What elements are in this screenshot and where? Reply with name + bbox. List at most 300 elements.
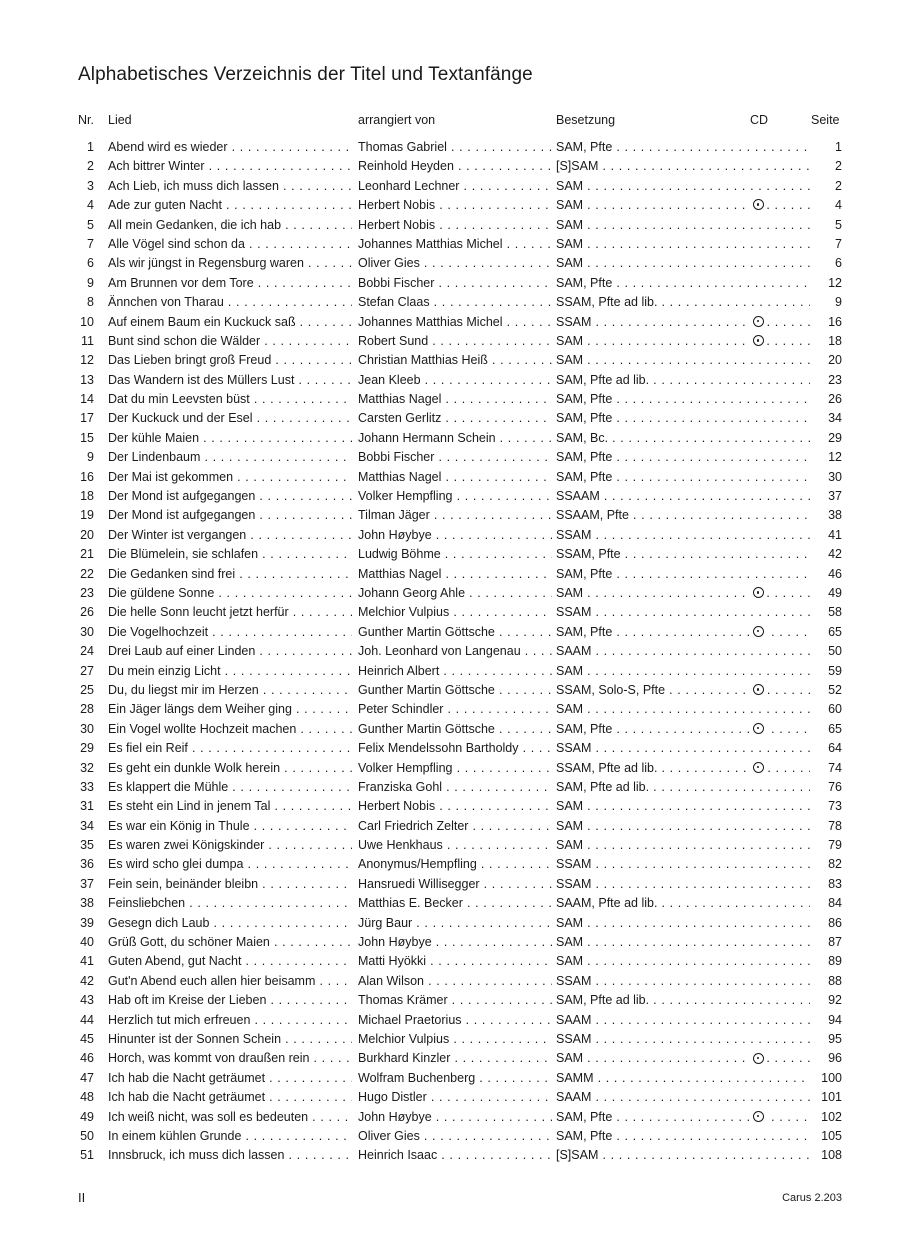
table-row bbox=[78, 700, 842, 719]
arranger: Reinhold Heyden . . . bbox=[358, 157, 552, 176]
arranger: Herbert Nobis . . . bbox=[358, 797, 552, 816]
scoring: SSAM . . . bbox=[556, 739, 810, 758]
arranger: Gunther Martin Göttsche . . . bbox=[358, 720, 552, 739]
song-title: Der Winter ist vergangen . . . bbox=[108, 526, 352, 545]
song-title: Die Blümelein, sie schlafen . . . bbox=[108, 545, 352, 564]
arranger: Robert Sund . . . bbox=[358, 332, 552, 351]
song-title: Ein Vogel wollte Hochzeit machen . . . bbox=[108, 720, 352, 739]
arranger: Peter Schindler . . . bbox=[358, 700, 552, 719]
page-ref: 101 bbox=[810, 1088, 842, 1107]
arranger: Volker Hempfling . . . bbox=[358, 487, 552, 506]
arranger: Volker Hempfling . . . bbox=[358, 759, 552, 778]
row-number: 44 bbox=[80, 1012, 94, 1027]
page-ref: 58 bbox=[810, 603, 842, 622]
song-title: Es waren zwei Königskinder . . . bbox=[108, 836, 352, 855]
arranger: Stefan Claas . . . bbox=[358, 293, 552, 312]
row-number: 11 bbox=[81, 333, 94, 348]
cd-icon bbox=[753, 684, 764, 695]
page-ref: 73 bbox=[810, 797, 842, 816]
row-number: 51 bbox=[80, 1148, 94, 1163]
scoring: SAM, Bc. . . . bbox=[556, 429, 810, 448]
row-number: 25 bbox=[80, 682, 94, 697]
page-ref: 94 bbox=[810, 1011, 842, 1030]
page-ref: 2 bbox=[810, 157, 842, 176]
scoring: SAM . . . bbox=[556, 933, 810, 952]
scoring: SAM, Pfte . . . bbox=[556, 390, 810, 409]
table-row bbox=[78, 797, 842, 816]
row-number: 33 bbox=[80, 779, 94, 794]
arranger: Carsten Gerlitz . . . bbox=[358, 409, 552, 428]
table-row bbox=[78, 894, 842, 913]
row-number: 45 bbox=[80, 1031, 94, 1046]
scoring: SAM . . . bbox=[556, 700, 810, 719]
table-row bbox=[78, 409, 842, 428]
song-title: Ach Lieb, ich muss dich lassen . . . bbox=[108, 177, 352, 196]
song-title: Das Wandern ist des Müllers Lust . . . bbox=[108, 371, 352, 390]
arranger: Heinrich Isaac . . . bbox=[358, 1146, 552, 1165]
arranger: Carl Friedrich Zelter . . . bbox=[358, 817, 552, 836]
cd-column bbox=[750, 1049, 766, 1068]
song-title: Der Lindenbaum . . . bbox=[108, 448, 352, 467]
table-row bbox=[78, 991, 842, 1010]
cd-column bbox=[750, 720, 766, 739]
page-ref: 34 bbox=[810, 409, 842, 428]
arranger: Thomas Gabriel . . . bbox=[358, 138, 552, 157]
arranger: Franziska Gohl . . . bbox=[358, 778, 552, 797]
table-row bbox=[78, 196, 842, 215]
scoring: SSAAM . . . bbox=[556, 487, 810, 506]
table-row bbox=[78, 914, 842, 933]
row-number: 4 bbox=[87, 198, 94, 213]
cd-column bbox=[750, 313, 766, 332]
song-title: Ich hab die Nacht geträumet . . . bbox=[108, 1088, 352, 1107]
row-number: 31 bbox=[80, 799, 94, 814]
song-title: Auf einem Baum ein Kuckuck saß . . . bbox=[108, 313, 352, 332]
song-title: All mein Gedanken, die ich hab . . . bbox=[108, 216, 352, 235]
page-ref: 20 bbox=[810, 351, 842, 370]
arranger: Johann Georg Ahle . . . bbox=[358, 584, 552, 603]
scoring: SAM, Pfte . . . bbox=[556, 138, 810, 157]
page-ref: 29 bbox=[810, 429, 842, 448]
cd-icon bbox=[753, 723, 764, 734]
table-row bbox=[78, 778, 842, 797]
header-arrangiert: arrangiert von bbox=[358, 113, 436, 127]
table-row bbox=[78, 1030, 842, 1049]
page-ref: 87 bbox=[810, 933, 842, 952]
page-ref: 1 bbox=[810, 138, 842, 157]
row-number: 15 bbox=[80, 430, 94, 445]
song-title: Die güldene Sonne . . . bbox=[108, 584, 352, 603]
table-row bbox=[78, 855, 842, 874]
scoring: SAAM, Pfte ad lib. . . . bbox=[556, 894, 810, 913]
page-ref: 6 bbox=[810, 254, 842, 273]
table-row bbox=[78, 487, 842, 506]
table-row bbox=[78, 642, 842, 661]
arranger: Melchior Vulpius . . . bbox=[358, 603, 552, 622]
arranger: Ludwig Böhme . . . bbox=[358, 545, 552, 564]
table-row bbox=[78, 332, 842, 351]
song-title: Dat du min Leevsten büst . . . bbox=[108, 390, 352, 409]
scoring: SAM . . . bbox=[556, 254, 810, 273]
arranger: Wolfram Buchenberg . . . bbox=[358, 1069, 552, 1088]
cd-column bbox=[750, 681, 766, 700]
arranger: Jürg Baur . . . bbox=[358, 914, 552, 933]
scoring: SSAM, Pfte ad lib. . . . bbox=[556, 293, 810, 312]
table-row bbox=[78, 836, 842, 855]
row-number: 43 bbox=[80, 993, 94, 1008]
row-number: 35 bbox=[80, 838, 94, 853]
arranger: Gunther Martin Göttsche . . . bbox=[358, 623, 552, 642]
table-row bbox=[78, 216, 842, 235]
cd-column bbox=[750, 584, 766, 603]
table-row bbox=[78, 739, 842, 758]
arranger: Matthias E. Becker . . . bbox=[358, 894, 552, 913]
page-ref: 59 bbox=[810, 662, 842, 681]
song-title: Am Brunnen vor dem Tore . . . bbox=[108, 274, 352, 293]
song-title: Drei Laub auf einer Linden . . . bbox=[108, 642, 352, 661]
page-ref: 60 bbox=[810, 700, 842, 719]
song-title: Es wird scho glei dumpa . . . bbox=[108, 855, 352, 874]
row-number: 12 bbox=[80, 353, 94, 368]
arranger: John Høybye . . . bbox=[358, 526, 552, 545]
header-cd: CD bbox=[750, 113, 769, 127]
page-ref: 37 bbox=[810, 487, 842, 506]
row-number: 49 bbox=[80, 1109, 94, 1124]
table-row bbox=[78, 429, 842, 448]
song-title: Das Lieben bringt groß Freud . . . bbox=[108, 351, 352, 370]
page-ref: 50 bbox=[810, 642, 842, 661]
scoring: SAM . . . bbox=[556, 836, 810, 855]
song-title: Der Mond ist aufgegangen . . . bbox=[108, 487, 352, 506]
song-title: In einem kühlen Grunde . . . bbox=[108, 1127, 352, 1146]
scoring: SSAM . . . bbox=[556, 875, 810, 894]
page-ref: 100 bbox=[810, 1069, 842, 1088]
song-title: Fein sein, beinänder bleibn . . . bbox=[108, 875, 352, 894]
row-number: 7 bbox=[87, 236, 94, 251]
arranger: Oliver Gies . . . bbox=[358, 1127, 552, 1146]
page-ref: 84 bbox=[810, 894, 842, 913]
table-row bbox=[78, 681, 842, 700]
page-ref: 65 bbox=[810, 720, 842, 739]
table-row bbox=[78, 371, 842, 390]
arranger: Matthias Nagel . . . bbox=[358, 390, 552, 409]
arranger: Leonhard Lechner . . . bbox=[358, 177, 552, 196]
row-number: 16 bbox=[80, 469, 94, 484]
arranger: Bobbi Fischer . . . bbox=[358, 274, 552, 293]
table-row bbox=[78, 313, 842, 332]
row-number: 21 bbox=[80, 547, 94, 562]
arranger: Johann Hermann Schein . . . bbox=[358, 429, 552, 448]
scoring: SAM, Pfte . . . bbox=[556, 468, 810, 487]
table-row bbox=[78, 1049, 842, 1068]
scoring: SAAM . . . bbox=[556, 1011, 810, 1030]
row-number: 34 bbox=[80, 818, 94, 833]
arranger: Oliver Gies . . . bbox=[358, 254, 552, 273]
scoring: SSAM . . . bbox=[556, 1030, 810, 1049]
song-title: Herzlich tut mich erfreuen . . . bbox=[108, 1011, 352, 1030]
arranger: Jean Kleeb . . . bbox=[358, 371, 552, 390]
song-title: Gesegn dich Laub . . . bbox=[108, 914, 352, 933]
cd-column bbox=[750, 332, 766, 351]
page-ref: 12 bbox=[810, 448, 842, 467]
row-number: 27 bbox=[80, 663, 94, 678]
song-title: Es fiel ein Reif . . . bbox=[108, 739, 352, 758]
song-title: Es geht ein dunkle Wolk herein . . . bbox=[108, 759, 352, 778]
arranger: Matthias Nagel . . . bbox=[358, 565, 552, 584]
page-ref: 88 bbox=[810, 972, 842, 991]
page-ref: 86 bbox=[810, 914, 842, 933]
song-title: Horch, was kommt von draußen rein . . . bbox=[108, 1049, 352, 1068]
table-row bbox=[78, 506, 842, 525]
row-number: 37 bbox=[80, 876, 94, 891]
song-title: Ich weiß nicht, was soll es bedeuten . . . bbox=[108, 1108, 352, 1127]
song-title: Ich hab die Nacht geträumet . . . bbox=[108, 1069, 352, 1088]
row-number: 1 bbox=[87, 140, 94, 154]
row-number: 39 bbox=[80, 915, 94, 930]
arranger: Christian Matthias Heiß . . . bbox=[358, 351, 552, 370]
cd-icon bbox=[753, 199, 764, 210]
page-number: II bbox=[78, 1190, 86, 1205]
song-title: Die Vogelhochzeit . . . bbox=[108, 623, 352, 642]
scoring: SSAM . . . bbox=[556, 603, 810, 622]
row-number: 3 bbox=[87, 178, 94, 193]
song-title: Hinunter ist der Sonnen Schein . . . bbox=[108, 1030, 352, 1049]
table-row bbox=[78, 1069, 842, 1088]
scoring: SAM, Pfte . . . bbox=[556, 1127, 810, 1146]
row-number: 47 bbox=[80, 1070, 94, 1085]
cd-column bbox=[750, 1108, 766, 1127]
song-title: Du mein einzig Licht . . . bbox=[108, 662, 352, 681]
row-number: 8 bbox=[87, 295, 94, 310]
row-number: 2 bbox=[87, 159, 94, 174]
table-row bbox=[78, 177, 842, 196]
arranger: Johannes Matthias Michel . . . bbox=[358, 235, 552, 254]
row-number: 29 bbox=[80, 741, 94, 756]
scoring: SAM . . . bbox=[556, 177, 810, 196]
arranger: Bobbi Fischer . . . bbox=[358, 448, 552, 467]
song-title: Alle Vögel sind schon da . . . bbox=[108, 235, 352, 254]
page-ref: 78 bbox=[810, 817, 842, 836]
table-row bbox=[78, 1088, 842, 1107]
header-besetzung: Besetzung bbox=[556, 113, 616, 127]
row-number: 41 bbox=[80, 954, 94, 969]
row-number: 26 bbox=[80, 605, 94, 620]
scoring: SSAAM, Pfte . . . bbox=[556, 506, 810, 525]
arranger: Hansruedi Willisegger . . . bbox=[358, 875, 552, 894]
arranger: John Høybye . . . bbox=[358, 933, 552, 952]
scoring: SAM . . . bbox=[556, 1049, 810, 1068]
arranger: Uwe Henkhaus . . . bbox=[358, 836, 552, 855]
table-row bbox=[78, 1127, 842, 1146]
table-row bbox=[78, 274, 842, 293]
page-ref: 96 bbox=[810, 1049, 842, 1068]
table-row bbox=[78, 952, 842, 971]
page-ref: 74 bbox=[810, 759, 842, 778]
table-row bbox=[78, 1108, 842, 1127]
header-seite: Seite bbox=[811, 113, 840, 127]
row-number: 40 bbox=[80, 935, 94, 950]
cd-column bbox=[750, 759, 766, 778]
table-row bbox=[78, 584, 842, 603]
song-title: Es war ein König in Thule . . . bbox=[108, 817, 352, 836]
scoring: SAM . . . bbox=[556, 817, 810, 836]
table-row bbox=[78, 623, 842, 642]
row-number: 6 bbox=[87, 256, 94, 271]
page-ref: 38 bbox=[810, 506, 842, 525]
catalog-number: Carus 2.203 bbox=[782, 1192, 842, 1204]
arranger: Alan Wilson . . . bbox=[358, 972, 552, 991]
arranger: Herbert Nobis . . . bbox=[358, 196, 552, 215]
scoring: SAM, Pfte . . . bbox=[556, 623, 810, 642]
table-row bbox=[78, 526, 842, 545]
song-title: Abend wird es wieder . . . bbox=[108, 138, 352, 157]
scoring: SAM, Pfte . . . bbox=[556, 1108, 810, 1127]
song-title: Gut'n Abend euch allen hier beisamm . . . bbox=[108, 972, 352, 991]
table-row bbox=[78, 157, 842, 176]
scoring: SSAM . . . bbox=[556, 313, 810, 332]
cd-icon bbox=[753, 1111, 764, 1122]
song-title: Ach bittrer Winter . . . bbox=[108, 157, 352, 176]
page-ref: 64 bbox=[810, 739, 842, 758]
song-title: Die Gedanken sind frei . . . bbox=[108, 565, 352, 584]
scoring: SAAM . . . bbox=[556, 1088, 810, 1107]
scoring: SAM . . . bbox=[556, 662, 810, 681]
page-ref: 105 bbox=[810, 1127, 842, 1146]
arranger: Anonymus/Hempfling . . . bbox=[358, 855, 552, 874]
scoring: SSAM, Solo-S, Pfte . . . bbox=[556, 681, 810, 700]
cd-icon bbox=[753, 626, 764, 637]
table-row bbox=[78, 972, 842, 991]
page-ref: 5 bbox=[810, 216, 842, 235]
arranger: Felix Mendelssohn Bartholdy . . . bbox=[358, 739, 552, 758]
scoring: SAM, Pfte ad lib. . . . bbox=[556, 991, 810, 1010]
arranger: Heinrich Albert . . . bbox=[358, 662, 552, 681]
scoring: SAM . . . bbox=[556, 196, 810, 215]
header-nr: Nr. bbox=[78, 113, 94, 127]
cd-column bbox=[750, 196, 766, 215]
page-ref: 89 bbox=[810, 952, 842, 971]
row-number: 9 bbox=[87, 275, 94, 290]
scoring: SAM, Pfte ad lib. . . . bbox=[556, 778, 810, 797]
page-ref: 41 bbox=[810, 526, 842, 545]
arranger: Michael Praetorius . . . bbox=[358, 1011, 552, 1030]
table-row bbox=[78, 720, 842, 739]
table-row bbox=[78, 1146, 842, 1165]
scoring: [S]SAM . . . bbox=[556, 1146, 810, 1165]
song-title: Feinsliebchen . . . bbox=[108, 894, 352, 913]
row-number: 14 bbox=[80, 392, 94, 407]
scoring: SAM, Pfte . . . bbox=[556, 565, 810, 584]
page-ref: 9 bbox=[810, 293, 842, 312]
scoring: SSAM, Pfte ad lib. . . . bbox=[556, 759, 810, 778]
arranger: Tilman Jäger . . . bbox=[358, 506, 552, 525]
scoring: SAM . . . bbox=[556, 914, 810, 933]
scoring: SAM . . . bbox=[556, 235, 810, 254]
song-title: Hab oft im Kreise der Lieben . . . bbox=[108, 991, 352, 1010]
scoring: SAAM . . . bbox=[556, 642, 810, 661]
page-ref: 30 bbox=[810, 468, 842, 487]
cd-icon bbox=[753, 335, 764, 346]
page-ref: 83 bbox=[810, 875, 842, 894]
row-number: 17 bbox=[80, 411, 94, 426]
page-ref: 42 bbox=[810, 545, 842, 564]
page-ref: 79 bbox=[810, 836, 842, 855]
arranger: Matti Hyökki . . . bbox=[358, 952, 552, 971]
arranger: Herbert Nobis . . . bbox=[358, 216, 552, 235]
scoring: SSAM, Pfte . . . bbox=[556, 545, 810, 564]
song-title: Grüß Gott, du schöner Maien . . . bbox=[108, 933, 352, 952]
cd-column bbox=[750, 623, 766, 642]
table-row bbox=[78, 603, 842, 622]
song-index-table bbox=[78, 138, 842, 1166]
arranger: Matthias Nagel . . . bbox=[358, 468, 552, 487]
song-title: Ännchen von Tharau . . . bbox=[108, 293, 352, 312]
page-ref: 65 bbox=[810, 623, 842, 642]
row-number: 46 bbox=[80, 1051, 94, 1066]
scoring: SAM, Pfte . . . bbox=[556, 448, 810, 467]
arranger: Melchior Vulpius . . . bbox=[358, 1030, 552, 1049]
song-title: Innsbruck, ich muss dich lassen . . . bbox=[108, 1146, 352, 1165]
song-title: Als wir jüngst in Regensburg waren . . . bbox=[108, 254, 352, 273]
row-number: 36 bbox=[80, 857, 94, 872]
song-title: Der Kuckuck und der Esel . . . bbox=[108, 409, 352, 428]
row-number: 22 bbox=[80, 566, 94, 581]
row-number: 9 bbox=[87, 450, 94, 465]
scoring: SAM . . . bbox=[556, 797, 810, 816]
scoring: SSAM . . . bbox=[556, 526, 810, 545]
cd-icon bbox=[753, 762, 764, 773]
table-row bbox=[78, 351, 842, 370]
song-title: Es klappert die Mühle . . . bbox=[108, 778, 352, 797]
page-ref: 12 bbox=[810, 274, 842, 293]
arranger: Joh. Leonhard von Langenau . . . bbox=[358, 642, 552, 661]
table-row bbox=[78, 565, 842, 584]
scoring: SAM, Pfte . . . bbox=[556, 720, 810, 739]
page-ref: 2 bbox=[810, 177, 842, 196]
song-title: Der Mond ist aufgegangen . . . bbox=[108, 506, 352, 525]
page-ref: 26 bbox=[810, 390, 842, 409]
row-number: 24 bbox=[80, 644, 94, 659]
table-row bbox=[78, 759, 842, 778]
row-number: 10 bbox=[80, 314, 94, 329]
arranger: John Høybye . . . bbox=[358, 1108, 552, 1127]
row-number: 48 bbox=[80, 1090, 94, 1105]
row-number: 38 bbox=[80, 896, 94, 911]
scoring: SAM . . . bbox=[556, 351, 810, 370]
table-row bbox=[78, 1011, 842, 1030]
scoring: SAM . . . bbox=[556, 584, 810, 603]
scoring: SAM, Pfte . . . bbox=[556, 274, 810, 293]
scoring: [S]SAM . . . bbox=[556, 157, 810, 176]
row-number: 32 bbox=[80, 760, 94, 775]
header-lied: Lied bbox=[108, 113, 132, 127]
table-header bbox=[78, 113, 842, 131]
scoring: SAM . . . bbox=[556, 332, 810, 351]
song-title: Guten Abend, gut Nacht . . . bbox=[108, 952, 352, 971]
scoring: SAM . . . bbox=[556, 216, 810, 235]
arranger: Hugo Distler . . . bbox=[358, 1088, 552, 1107]
page-ref: 76 bbox=[810, 778, 842, 797]
row-number: 18 bbox=[80, 489, 94, 504]
arranger: Burkhard Kinzler . . . bbox=[358, 1049, 552, 1068]
table-row bbox=[78, 875, 842, 894]
table-row bbox=[78, 662, 842, 681]
page-title: Alphabetisches Verzeichnis der Titel und Textanfänge bbox=[78, 64, 533, 85]
row-number: 20 bbox=[80, 527, 94, 542]
row-number: 42 bbox=[80, 973, 94, 988]
song-title: Bunt sind schon die Wälder . . . bbox=[108, 332, 352, 351]
song-title: Ade zur guten Nacht . . . bbox=[108, 196, 352, 215]
